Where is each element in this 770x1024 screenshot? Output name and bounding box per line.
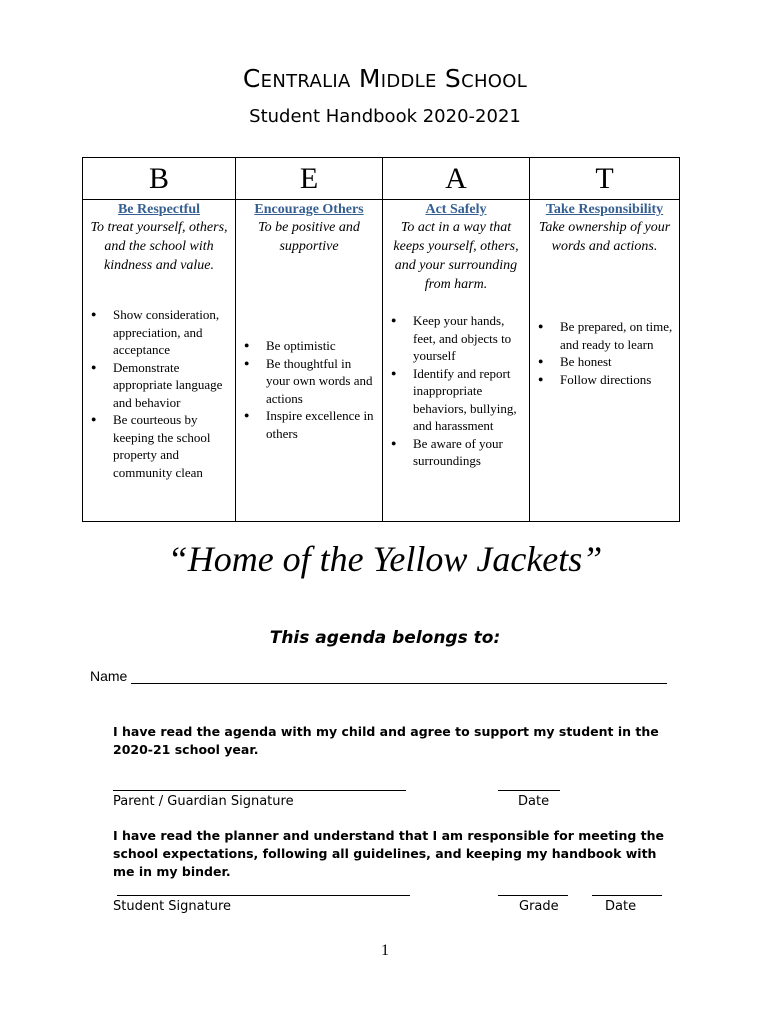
parent-statement: I have read the agenda with my child and agree to support my student in the 2020-21 school year. [113,724,659,757]
parent-date-label: Date [518,794,550,809]
expectation-list [83,306,235,481]
beat-column-safely [383,200,530,522]
list-item: ● Demonstrate appropriate language and behavior [113,359,231,412]
column-description: To be positive and supportive [258,220,360,254]
beat-letter-e: E [236,158,383,200]
handbook-subtitle: Student Handbook 2020-2021 [249,106,521,127]
list-item: ● Be thoughtful in your own words and actions [266,355,378,408]
grade-label: Grade [519,899,559,914]
column-title: Take Responsibility [545,202,664,217]
student-statement: I have read the planner and understand that I am responsible for meeting the school expectations, following all guidelines, and keeping my handbook with me in my binder. [113,828,665,879]
student-date-field[interactable] [592,895,662,896]
list-item: ● Follow directions [560,371,675,389]
grade-field[interactable] [498,895,568,896]
school-motto: “Home of the Yellow Jackets” [167,539,603,579]
name-row [90,668,667,684]
school-title: Centralia Middle School [242,64,528,93]
name-label: Name [90,668,128,684]
list-item: ● Identify and report inappropriate behaviors, bullying, and harassment [413,365,525,435]
parent-signature-field[interactable] [113,790,406,791]
beat-letter-b: B [83,158,236,200]
list-item: ● Be optimistic [266,337,378,355]
column-title: Encourage Others [254,202,364,217]
expectation-list [236,337,382,442]
parent-date-field[interactable] [498,790,560,791]
parent-signature-label: Parent / Guardian Signature [113,794,294,809]
list-item: ● Inspire excellence in others [266,407,378,442]
list-item: ● Be courteous by keeping the school property and community clean [113,411,231,481]
name-field[interactable] [131,669,667,684]
page-number: 1 [381,942,389,959]
beat-column-respectful [83,200,236,522]
expectation-list [383,312,529,470]
expectation-list [530,318,679,388]
column-description: Take ownership of your words and actions. [538,220,671,254]
agenda-owner-heading: This agenda belongs to: [269,628,501,648]
column-description: To act in a way that keeps yourself, others, and your surrounding from harm. [393,220,519,292]
list-item: ● Be aware of your surroundings [413,435,525,470]
list-item: ● Be honest [560,353,675,371]
beat-letter-t: T [530,158,680,200]
column-title: Act Safely [425,202,487,217]
beat-column-responsibility [530,200,680,522]
list-item: ● Show consideration, appreciation, and acceptance [113,306,231,359]
list-item: ● Keep your hands, feet, and objects to yourself [413,312,525,365]
student-date-label: Date [605,899,637,914]
beat-column-encourage [236,200,383,522]
student-signature-field[interactable] [117,895,410,896]
column-description: To treat yourself, others, and the school with kindness and value. [90,220,228,273]
student-signature-label: Student Signature [113,899,232,914]
column-title: Be Respectful [117,202,201,217]
beat-table [82,157,680,522]
beat-letter-a: A [383,158,530,200]
list-item: ● Be prepared, on time, and ready to learn [560,318,675,353]
